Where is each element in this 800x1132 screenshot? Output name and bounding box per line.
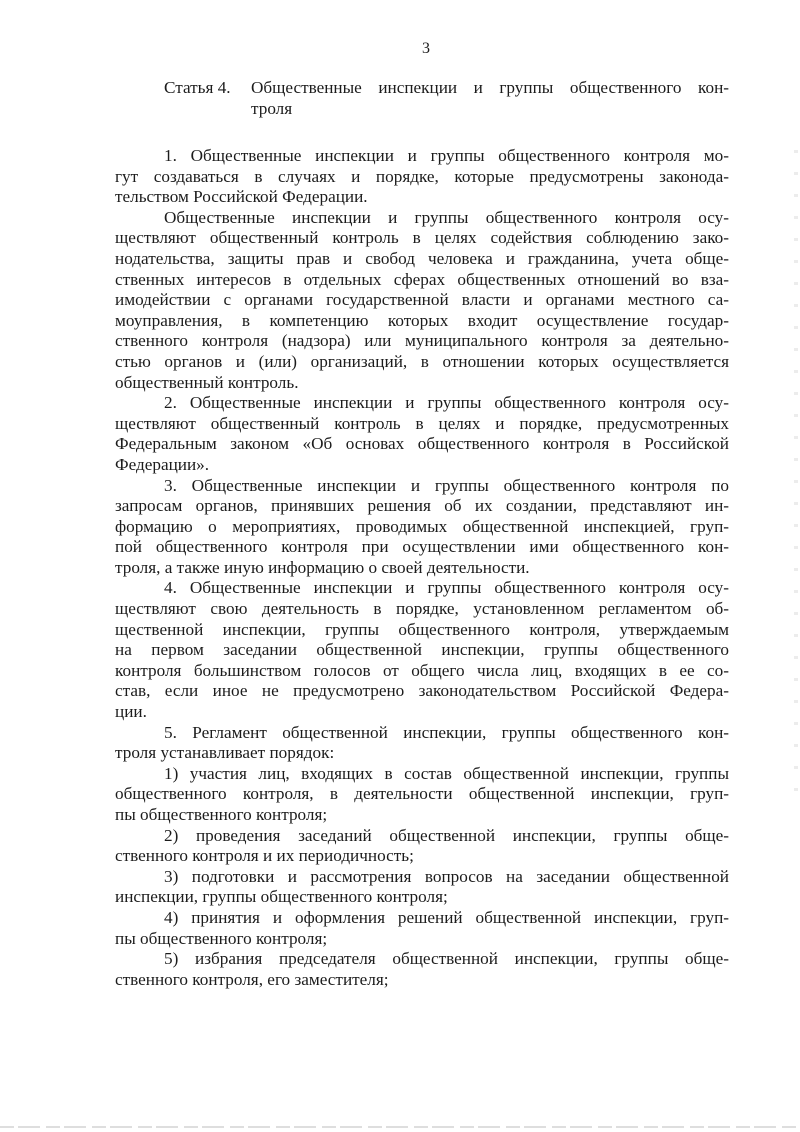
text-line: 1) участия лиц, входящих в состав общественной инспекции, группы bbox=[164, 763, 729, 783]
article-title bbox=[251, 77, 729, 119]
text-line: Федерации». bbox=[115, 454, 210, 474]
text-line: троля устанавливает порядок: bbox=[115, 743, 335, 763]
text-line: контроля большинством голосов от общего числа лиц, входящих в ее со- bbox=[115, 660, 729, 680]
text-line: пы общественного контроля; bbox=[115, 928, 328, 948]
text-line: ществляют общественный контроль в целях содействия соблюдению зако- bbox=[115, 228, 729, 248]
text-line: тельством Российской Федерации. bbox=[115, 187, 368, 207]
text-line: моуправления, в компетенцию которых входит осуществление государ- bbox=[115, 310, 729, 330]
article-title-line: Общественные инспекции и группы общественного кон- bbox=[251, 78, 729, 97]
text-line: троля, а также иную информацию о своей деятельности. bbox=[115, 557, 530, 577]
text-line: 1. Общественные инспекции и группы общественного контроля мо- bbox=[164, 146, 729, 165]
text-line: 3) подготовки и рассмотрения вопросов на заседании общественной bbox=[164, 866, 729, 886]
text-line: Федеральным законом «Об основах общественного контроля в Российской bbox=[115, 434, 729, 454]
text-line: ственных интересов в отдельных сферах общественных отношений во вза- bbox=[115, 269, 729, 289]
text-line: Общественные инспекции и группы общественного контроля осу- bbox=[164, 207, 729, 227]
article-title-line: троля bbox=[251, 99, 293, 118]
text-line: гут создаваться в случаях и порядке, которые предусмотрены законода- bbox=[115, 166, 729, 186]
page-number: 3 bbox=[422, 40, 430, 57]
text-line: 2) проведения заседаний общественной инспекции, группы обще- bbox=[164, 825, 729, 845]
text-line: ществляют свою деятельность в порядке, установленном регламентом об- bbox=[115, 599, 729, 619]
text-line: 4. Общественные инспекции и группы общественного контроля осу- bbox=[164, 578, 729, 598]
scan-artifact-bottom bbox=[0, 1126, 800, 1128]
article-label: Статья 4. bbox=[164, 78, 231, 97]
text-line: 2. Общественные инспекции и группы общественного контроля осу- bbox=[164, 393, 729, 413]
text-line: став, если иное не предусмотрено законодательством Российской Федера- bbox=[115, 681, 729, 701]
text-line: щественной инспекции, группы общественного контроля, утверждаемым bbox=[115, 619, 729, 639]
text-line: имодействии с органами государственной власти и органами местного са- bbox=[115, 290, 729, 310]
text-line: пы общественного контроля; bbox=[115, 805, 328, 824]
text-line: инспекции, группы общественного контроля; bbox=[115, 887, 448, 907]
text-line: ственного контроля (надзора) или муниципального контроля за деятельно- bbox=[115, 331, 729, 351]
text-line: общественный контроль. bbox=[115, 372, 299, 392]
text-line: формацию о мероприятиях, проводимых общественной инспекцией, груп- bbox=[115, 516, 729, 536]
text-line: стью органов и (или) организаций, в отношении которых осуществляется bbox=[115, 351, 729, 371]
text-line: на первом заседании общественной инспекции, группы общественного bbox=[115, 640, 729, 660]
text-line: ции. bbox=[115, 702, 147, 722]
text-line: 5) избрания председателя общественной инспекции, группы обще- bbox=[164, 949, 729, 969]
text-line: ственного контроля, его заместителя; bbox=[115, 969, 389, 989]
article-body bbox=[115, 146, 729, 990]
text-line: ственного контроля и их периодичность; bbox=[115, 846, 414, 866]
text-line: пой общественного контроля при осуществлении ими общественного кон- bbox=[115, 537, 729, 557]
text-line: общественного контроля, в деятельности общественной инспекции, груп- bbox=[115, 784, 729, 804]
text-line: запросам органов, принявших решения об их создании, представляют ин- bbox=[115, 496, 729, 516]
scan-artifact-right bbox=[794, 150, 798, 800]
text-line: ществляют общественный контроль в целях и порядке, предусмотренных bbox=[115, 413, 729, 433]
text-line: 5. Регламент общественной инспекции, группы общественного кон- bbox=[164, 722, 729, 742]
text-line: нодательства, защиты прав и свобод человека и гражданина, учета обще- bbox=[115, 248, 729, 268]
text-line: 3. Общественные инспекции и группы общественного контроля по bbox=[164, 475, 729, 495]
text-line: 4) принятия и оформления решений общественной инспекции, груп- bbox=[164, 907, 729, 927]
